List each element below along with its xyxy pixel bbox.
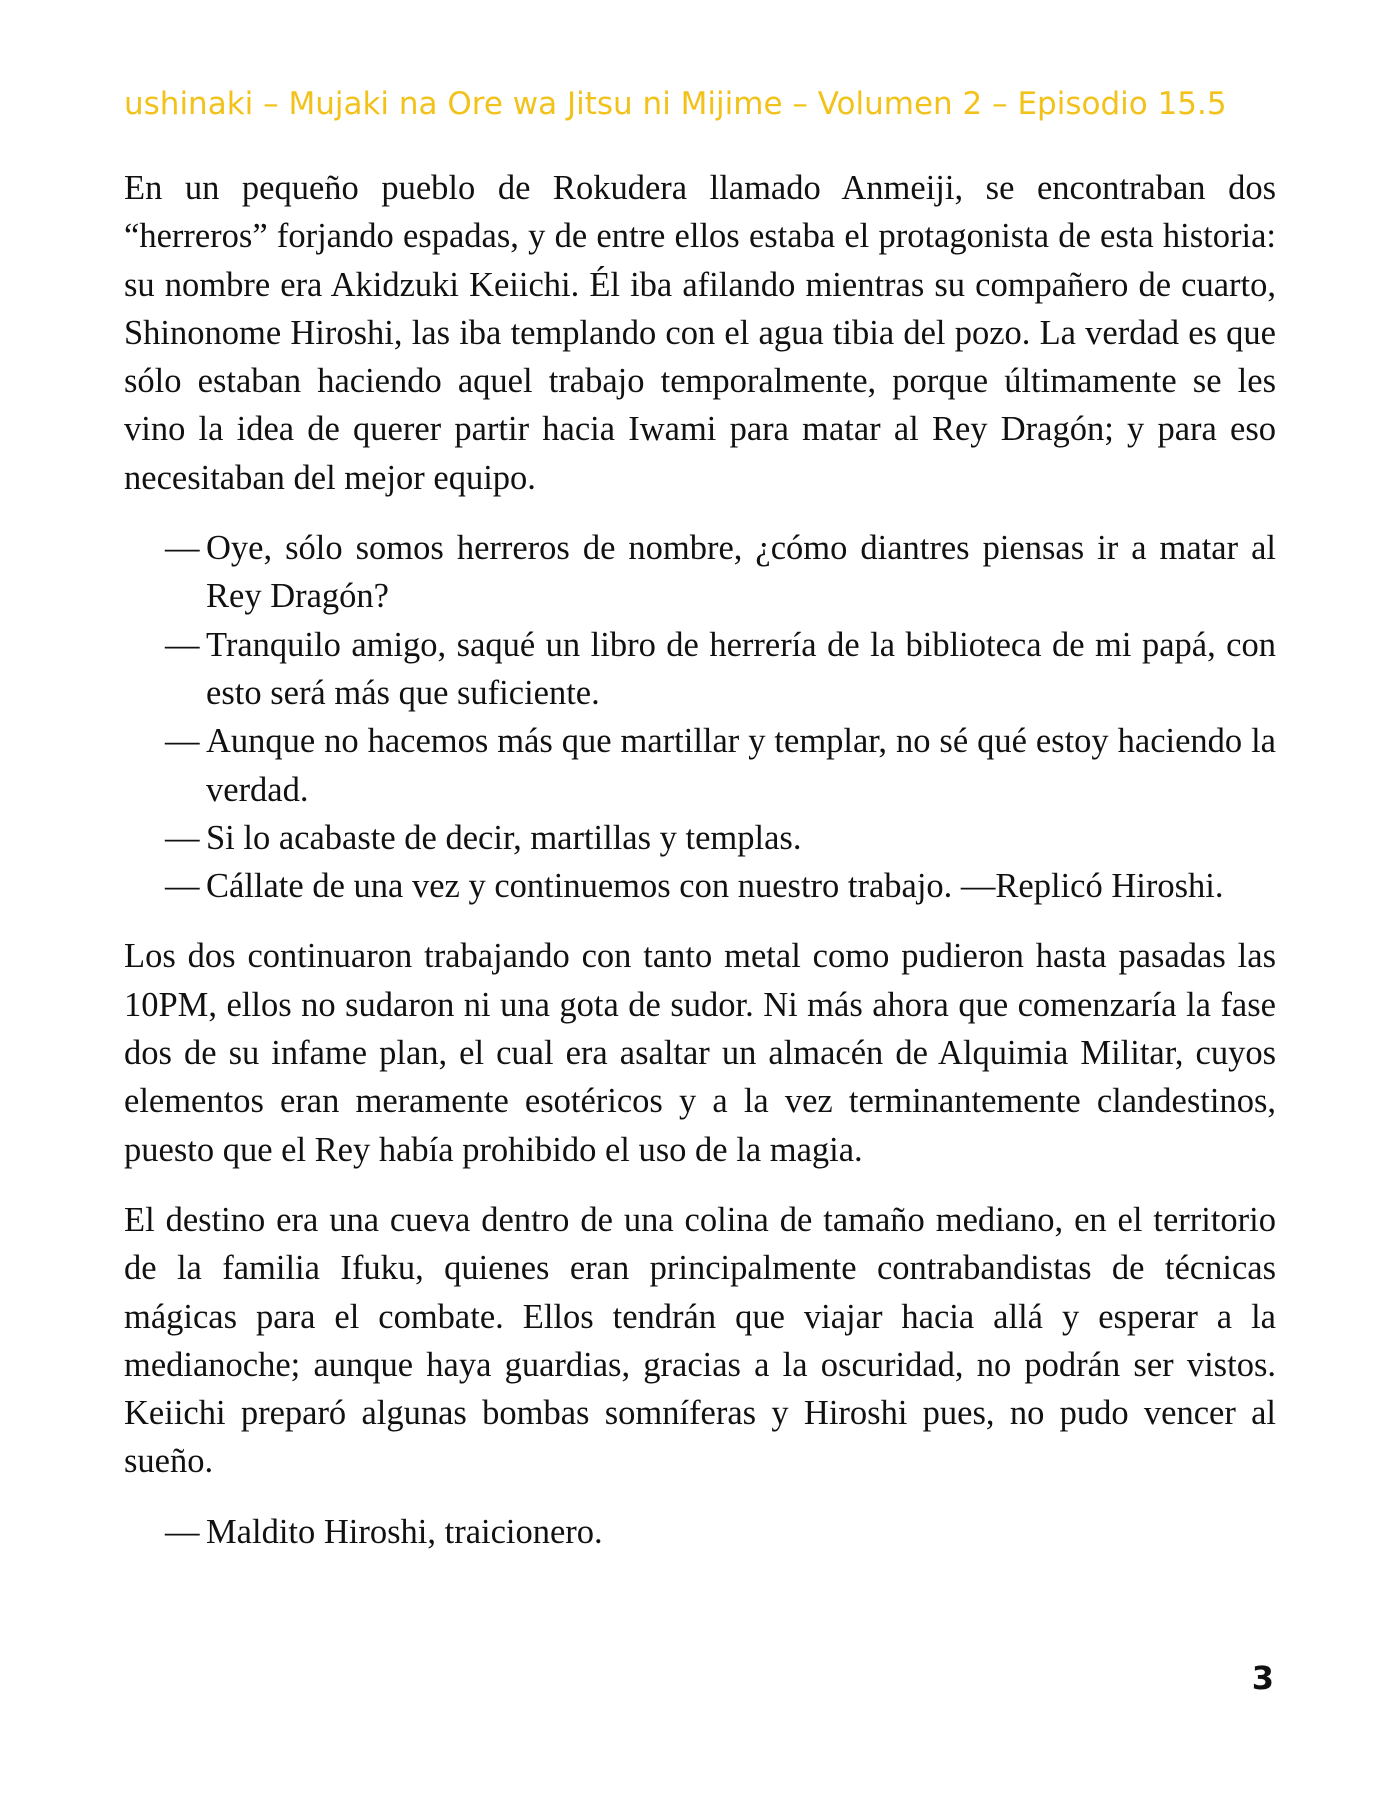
dialogue-dash: — [165, 818, 200, 857]
dialogue-line [124, 814, 1276, 862]
dialogue-text: Si lo acabaste de decir, martillas y templas. [206, 818, 802, 857]
paragraph: En un pequeño pueblo de Rokudera llamado Anmeiji, se encontraban dos “herreros” forjando espadas, y de entre ellos estaba el protagonista de esta historia: su nombre era Akidzuki Keiichi. Él iba afilando mientras su compañero de cuarto, Shinonome Hiroshi, las iba templando con el agua tibia del pozo. La verdad es que sólo estaban haciendo aquel trabajo temporalmente, porque últimamente se les vino la idea de querer partir hacia Iwami para matar al Rey Dragón; y para eso necesitaban del mejor equipo. [124, 169, 1276, 497]
dialogue-dash: — [165, 1512, 200, 1551]
dialogue-dash: — [165, 625, 200, 664]
dialogue-line [124, 862, 1276, 910]
dialogue-line [124, 524, 1276, 621]
dialogue-dash: — [165, 867, 200, 906]
body-text [124, 164, 1276, 1578]
dialogue-dash: — [165, 529, 200, 568]
dialogue-text: Tranquilo amigo, saqué un libro de herrería de la biblioteca de mi papá, con esto será más que suficiente. [206, 625, 1276, 712]
dialogue-line [124, 717, 1276, 814]
dialogue-line [124, 1508, 1276, 1556]
running-header: ushinaki – Mujaki na Ore wa Jitsu ni Mijime – Volumen 2 – Episodio 15.5 [124, 86, 1227, 122]
dialogue-line [124, 621, 1276, 718]
dialogue-block [124, 1508, 1276, 1556]
dialogue-text: Aunque no hacemos más que martillar y templar, no sé qué estoy haciendo la verdad. [206, 722, 1276, 809]
dialogue-text: Oye, sólo somos herreros de nombre, ¿cómo diantres piensas ir a matar al Rey Dragón? [206, 529, 1276, 616]
dialogue-text: Maldito Hiroshi, traicionero. [206, 1512, 603, 1551]
paragraph: El destino era una cueva dentro de una colina de tamaño mediano, en el territorio de la familia Ifuku, quienes eran principalmente contrabandistas de técnicas mágicas para el combate. Ellos tendrán que viajar hacia allá y esperar a la medianoche; aunque haya guardias, gracias a la oscuridad, no podrán ser vistos. Keiichi preparó algunas bombas somníferas y Hiroshi pues, no pudo vencer al sueño. [124, 1200, 1276, 1481]
dialogue-block [124, 524, 1276, 910]
page-number: 3 [1251, 1659, 1274, 1697]
dialogue-text: Cállate de una vez y continuemos con nuestro trabajo. —Replicó Hiroshi. [206, 867, 1224, 906]
paragraph: Los dos continuaron trabajando con tanto metal como pudieron hasta pasadas las 10PM, ellos no sudaron ni una gota de sudor. Ni más ahora que comenzaría la fase dos de su infame plan, el cual era asaltar un almacén de Alquimia Militar, cuyos elementos eran meramente esotéricos y a la vez terminantemente clandestinos, puesto que el Rey había prohibido el uso de la magia. [124, 937, 1276, 1169]
dialogue-dash: — [165, 722, 200, 761]
